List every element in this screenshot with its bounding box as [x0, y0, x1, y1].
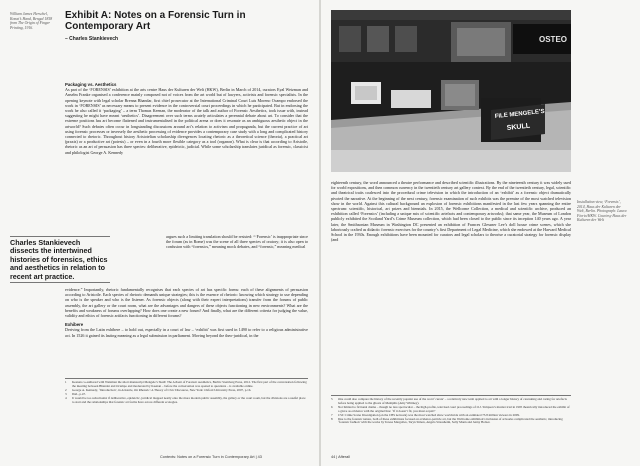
body-paragraph-1: As part of the ‘FORENSIS’ exhibition at the arts centre Haus der Kulturen der Welt (HKW), Berlin in March of 2014, curators Eyal Weizman and Anselm Franke organised a conference mainly composed not of voices from the art world but of lawyers, activists and forensic specialists. In the opening keynote with legal scholar Brenna Bhandar, first chief prosecutor at the International Criminal Court Luis Moreno Ocampo endorsed the work in ‘FORENSIS’ as necessary means to present evidence in the controversial court proceedings in which he participated. But in endorsing the work he also called it ‘packaging’ – a term Thomas Keenan, the moderator of the talk and author of Forensic Aesthetics, took issue with, instead suggesting he might have meant ‘aesthetics’. Disagreement over such terms acutely articulates a perennial debate about art. To consider that the extreme positions has art become flattened and instrumentalised in the political arena or does it resonate as an ambiguous aesthetic object in the artworld? Such debates often occur in longstanding discussions around art’s relation to activism and propaganda, but the current practice of art using forensic processes or inversely the aesthetic processing of evidence provides a contemporary case study with a long and complicated history connected to rhetoric. Throughout history Aristotelian scholarship divergences locating rhetoric as a theoretical science (theoria), a practical art (praxis) or a productive art (poiesis) – or even in a fourth more flexible category as a tool (organon). What is clear is that according to Aristotle, rhetoric as an art of persuasion has three species: deliberative, epideictic, judicial. While some scholarship translates juridical as forensic, classicist and philologist George A. Kennedy — [65, 87, 308, 155]
left-footnotes — [65, 381, 308, 404]
gallery-photo-illustration — [331, 10, 571, 172]
footnote: 3 Ibid., p.47. — [65, 391, 86, 396]
right-side-caption: Installation view, ‘Forensis’, 2014, Haus der Kulturen der Welt, Berlin. Photograph: Laura Fiorio/HKW. Courtesy Haus der Kulturen der Welt — [577, 200, 627, 223]
left-body-column-bottom — [65, 287, 308, 338]
footnote: 6 Not limited to fictional drama – though no less spectacular – the high-profile, televised court proceedings of O.J. Simpson’s murder trial in 1995 theatrically introduced the exhibit of a glove as evidence with the original line: ‘If it doesn’t fit, you must acquit!’ — [331, 404, 570, 413]
pull-quote: Charles Stankievech dissects the intertwined histories of forensics, ethics and aesthetics in relation to recent art practice. — [10, 238, 108, 281]
right-body-column: eighteenth century, the word announced a theatre performance and described scientific illustrations. By the nineteenth century it was widely used for world expositions, and then common currency in the twentieth century art gallery context. By the end of the twentieth century, legal, scientific and theatrical traits coalesced into the procedural crime television in which the introduction of an ‘exhibit’ as a forensic object dramatically pivoted the narrative. At the beginning of the next century, forensic examination of such exhibits was the premise of the most watched television show in the world. Against this cultural background an explosion of forensic exhibitions manifested in the last few years spanning the entire spectrum: scientific, historical, art prizes and biennials. In 2015, the Wellcome Collection, a medical and scientific archive, produced an exhibition called ‘Forensics’ (including a unique mix of scientific artefacts and contemporary artworks); that same year, the Museum of London publicly exhibited the Scotland Yard’s Crime Museum collection, which had been closed to the public since its inception 140 years ago. A year later, the Smithsonian Museum in Washington DC presented an exhibition of Frances Glessner Lee’s doll house crime scenes, which she laboriously crafted as didactic forensic exercises for the country’s first Department of Legal Medicine, which she endowed at the Harvard Medical School in the 1930s. Enough exhibitions have been mounted for curators and legal scholars to theorise a curatorial strategy for forensic display (and — [331, 180, 571, 243]
right-folio: 44 | Afterall — [331, 455, 350, 459]
section-subhead-exhibere: Exhibere — [65, 322, 84, 328]
footnote: 1 Keenan co-authored with Weizman the short manuscript Mengele’s Skull: The Advent of Forensic Aesthetics, Berlin: Sternberg Press, 2012. The first part of the conversation following the meeting between Bhandar and Ocampo and moderated by Keenan – before the conversation was opened to questions – is available online. — [65, 380, 307, 388]
installation-photo — [331, 10, 571, 172]
footnote: 7 CSI: Crime Scene Investigation (on the CBS network) was the most watched show worldwide with an estimated 73.8 million viewers in 2009. — [331, 412, 520, 417]
body-paragraph-3: evidence.” Importantly, rhetoric fundamentally recognises that each species of art has specific forms: each of these alignments of persuasion according to Aristotle. Each species of rhetoric demands unique strategies; this is the essence of rhetoric: knowing which strategy to use depending on who is the speaker and who is the listener. As forensic objects (along with their expert interpretations) transfer from the forums of public assembly, the art gallery or the court room, what are the advantages and dangers of these objects functioning in new environments? What are the benefits and weakness of forums overlapping? How does one create a new forum? And finally, what are the different criteria for judging the value, validity and ethics of forensic artifacts functioning in different forums? — [65, 287, 308, 319]
right-page — [321, 0, 640, 466]
pull-quote-rule-bottom — [10, 282, 110, 283]
footnote: 8 Due to the forensic nature, both of these exhibitions focused on evidence-particle art, but the Wellcome exhibition’s inclusion of artworks complicated the aesthetic, introducing ‘forensic fashion’ with the works by Teresa Margolles, Taryn Simon, Angela Strassheim, Sally Mann and Jenny Holzer. — [331, 416, 563, 425]
body-paragraph-2: argues such a limiting translation should be resisted: “‘Forensic’ is inappropriate since the forum (as in Rome) was the scene of all three species of oratory; it is also open to confusion with “forensics,” meaning mock debates, and “forensic,” meaning medical — [166, 234, 308, 250]
section-subhead-packaging: Packaging vs. Aesthetics — [65, 82, 117, 87]
right-footnote-rule — [331, 395, 571, 396]
left-folio: Contexts: Notes on a Forensic Turn in Contemporary Art | 43 — [160, 455, 262, 459]
footnote: 5 One could also compare the history of the recently popular use of the word ‘curate’ – a relatively new term applied to art with a longer history of caretaking and caring for artefacts before being applied to the ghosts of Memphis (Amy Whitney). — [331, 397, 567, 405]
footnote-rule — [65, 378, 308, 379]
photo-sign-bottom-1: FILE MENGELE’S — [494, 108, 545, 120]
photo-sign-bottom-2: SKULL — [506, 122, 531, 132]
article-title: Exhibit A: Notes on a Forensic Turn in Contemporary Art — [65, 10, 246, 32]
right-footnotes — [331, 398, 571, 425]
left-side-caption: William James Herschel, Konai’s Hand, Bengal 1858 from The Origin of Finger Printing, 1916. — [10, 12, 53, 30]
photo-sign-top: OSTEO — [539, 35, 568, 44]
footnote: 2 George A. Kennedy, ‘Introduction’, in Aristotle, On Rhetoric: A Theory of Civic Discourse, New York: Oxford University Press, 2007, p.16. — [65, 387, 252, 392]
body-paragraph-4: Deriving from the Latin exhibere – to hold out, especially in a court of law – ‘exhibit’ was first used in 1490 to refer to a religious administrative act. In 1526 it gained its lasting meaning as a legal submission in parliament. Moving beyond the theo-juridical, in the — [65, 327, 308, 338]
left-body-column-top — [65, 82, 308, 155]
pull-quote-rule-top — [10, 236, 110, 237]
footnote: 4 It would be too reductionist if deliberative, epideictic, juridical mapped neatly onto the more modern public assembly, the gallery or the court room, but the divisions are a useful place to start and the relationships that forensic art forms have across different ecologies. — [65, 395, 306, 404]
article-byline: – Charles Stankievech — [65, 36, 119, 42]
left-page — [0, 0, 319, 466]
